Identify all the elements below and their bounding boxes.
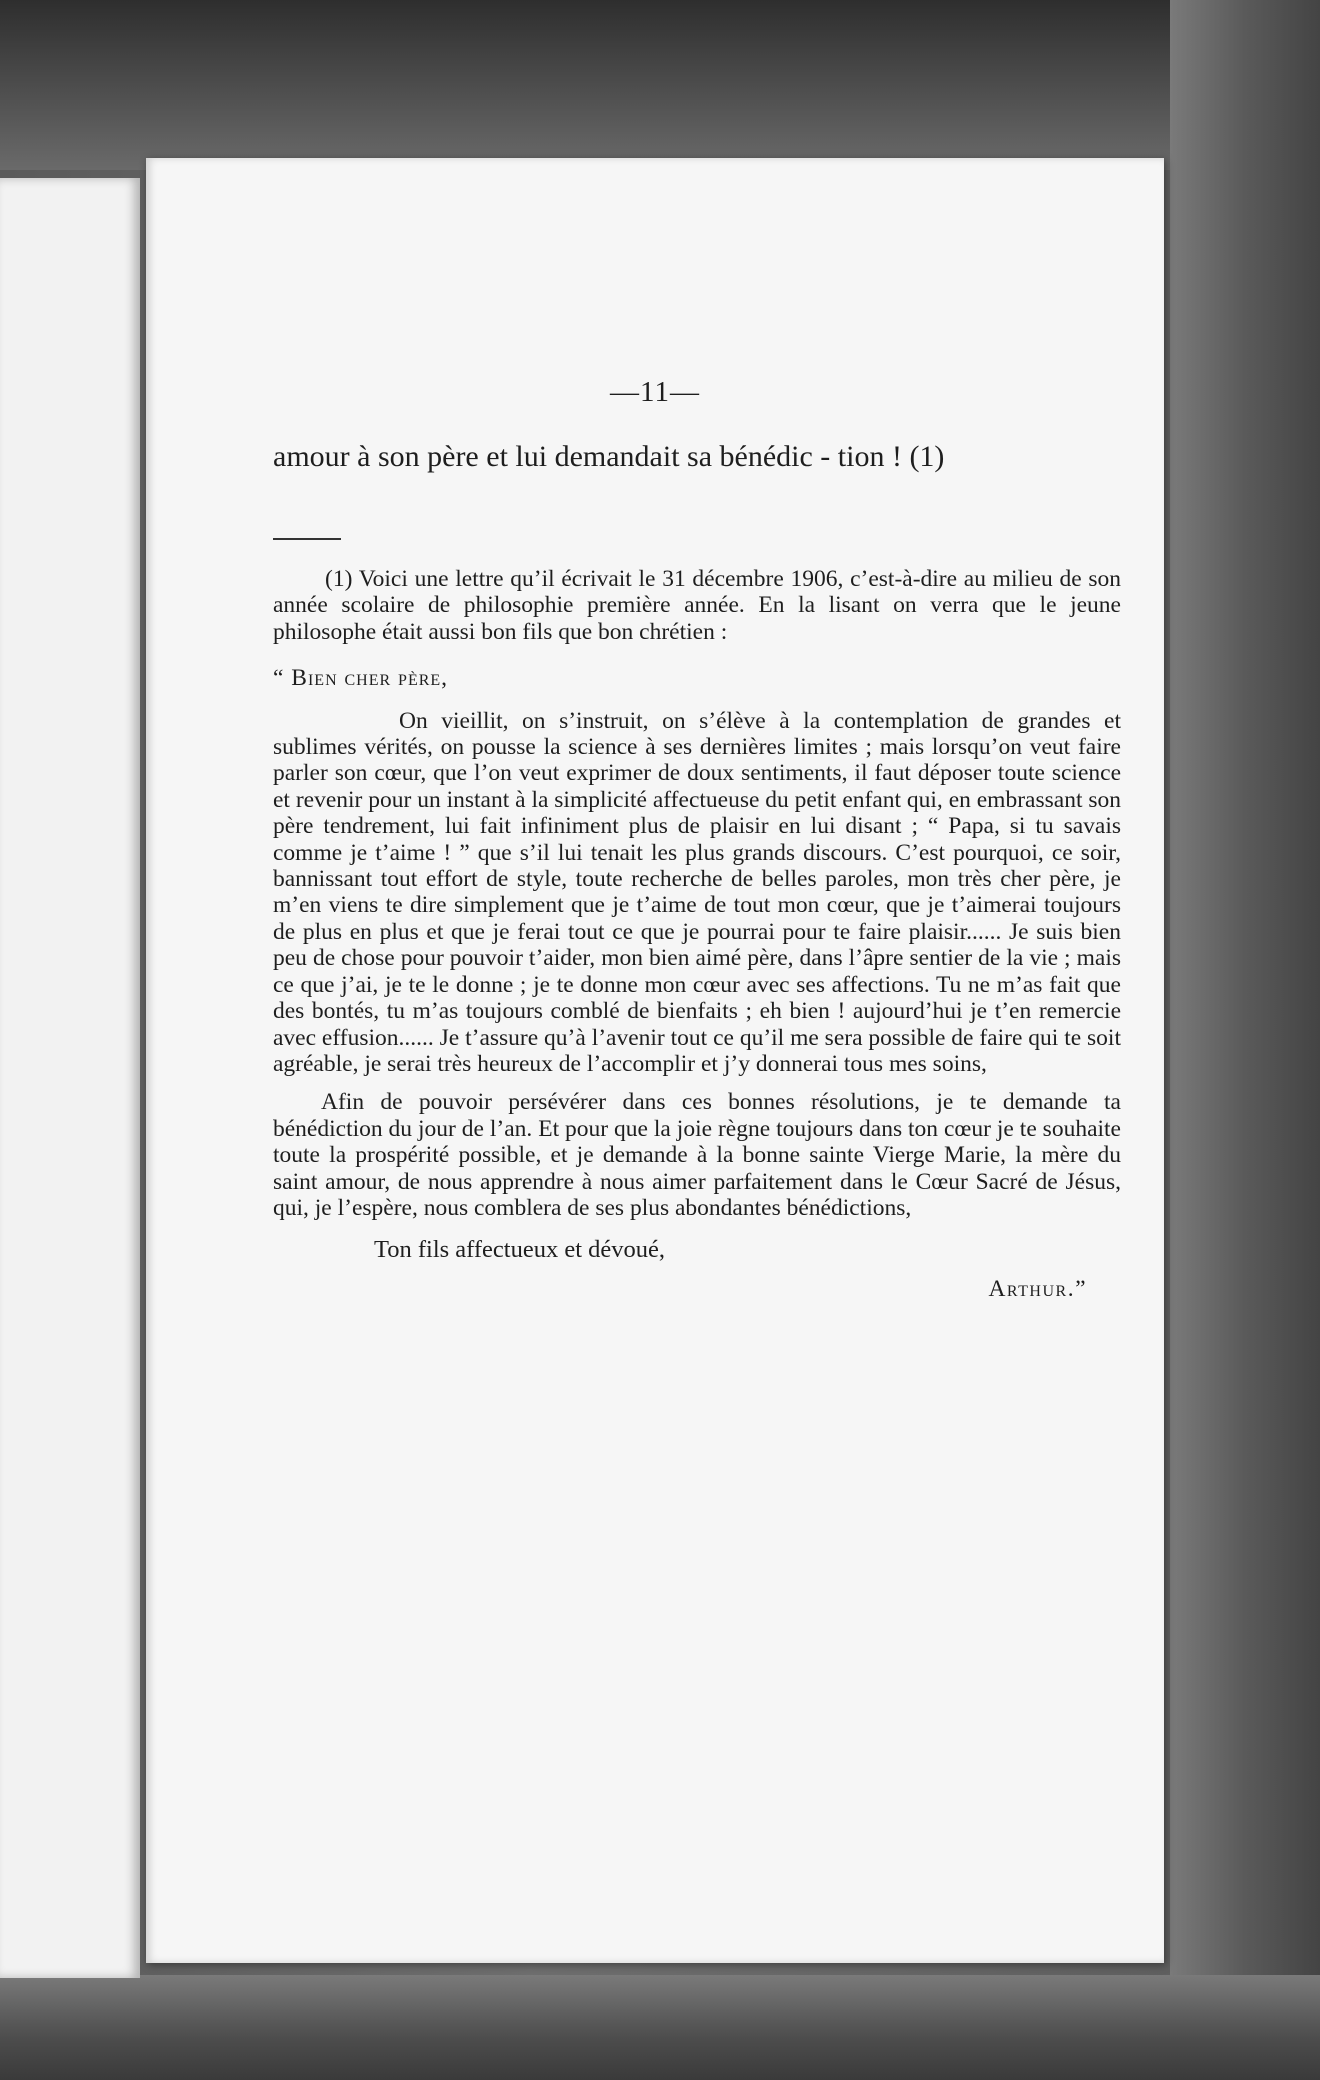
book-cover-bottom bbox=[0, 1975, 1320, 2080]
footnote bbox=[273, 566, 1121, 1302]
body-text: amour à son père et lui demandait sa bénédic - tion ! (1) bbox=[273, 440, 945, 473]
letter-paragraph-1: On vieillit, on s’instruit, on s’élève à la contemplation de grandes et sublimes vérités, on pousse la science à ses dernières limites ; mais lorsqu’on veut faire parler son cœur, que l’on veut exprimer de doux sentiments, il faut déposer toute science et revenir pour un instant à la simplicité affectueuse du petit enfant qui, en embrassant son père tendrement, lui fait infiniment plus de plaisir en lui disant ; “ Papa, si tu savais comme je t’aime ! ” que s’il lui tenait les plus grands discours. C’est pourquoi, ce soir, bannissant tout effort de style, toute recherche de belles paroles, mon très cher père, je m’en viens te dire simplement que je t’aime de tout mon cœur, que je t’aimerai toujours de plus en plus et que je ferai tout ce que je pourrai pour te faire plaisir...... Je suis bien peu de chose pour pouvoir t’aider, mon bien aimé père, dans l’âpre sentier de la vie ; mais ce que j’ai, je te le donne ; je te donne mon cœur avec ses affections. Tu ne m’as fait que des bontés, tu m’as toujours comblé de bienfaits ; eh bien ! aujourd’hui je t’en remercie avec effusion...... Je t’assure qu’à l’avenir tout ce qu’il me sera possible de faire qui te soit agréable, je serai très heureux de l’accomplir et j’y donnerai tous mes soins, bbox=[273, 707, 1121, 1077]
facing-page-left bbox=[0, 178, 140, 1978]
book-cover-right bbox=[1170, 0, 1320, 2080]
footnote-separator bbox=[273, 538, 341, 540]
footnote-intro: (1) Voici une lettre qu’il écrivait le 31 décembre 1906, c’est-à-dire au milieu de son année scolaire de philosophie première année. En la lisant on verra que le jeune philosophe était aussi bon fils que bon chrétien : bbox=[273, 566, 1121, 645]
letter-closing: Ton fils affectueux et dévoué, bbox=[374, 1236, 666, 1264]
page-number: —11— bbox=[610, 376, 700, 408]
letter-signature: Arthur.” bbox=[988, 1275, 1087, 1302]
letter-paragraph-2: Afin de pouvoir persévérer dans ces bonnes résolutions, je te demande ta bénédiction du jour de l’an. Et pour que la joie règne toujours dans ton cœur je te souhaite toute la prospérité possible, et je demande à la bonne sainte Vierge Marie, la mère du saint amour, de nous apprendre à nous aimer parfaitement dans le Cœur Sacré de Jésus, qui, je l’espère, nous comblera de ses plus abondantes bénédictions, bbox=[273, 1089, 1121, 1221]
letter-salutation: “ Bien cher père, bbox=[273, 665, 449, 692]
book-cover-top bbox=[0, 0, 1320, 170]
book-page bbox=[146, 158, 1164, 1963]
